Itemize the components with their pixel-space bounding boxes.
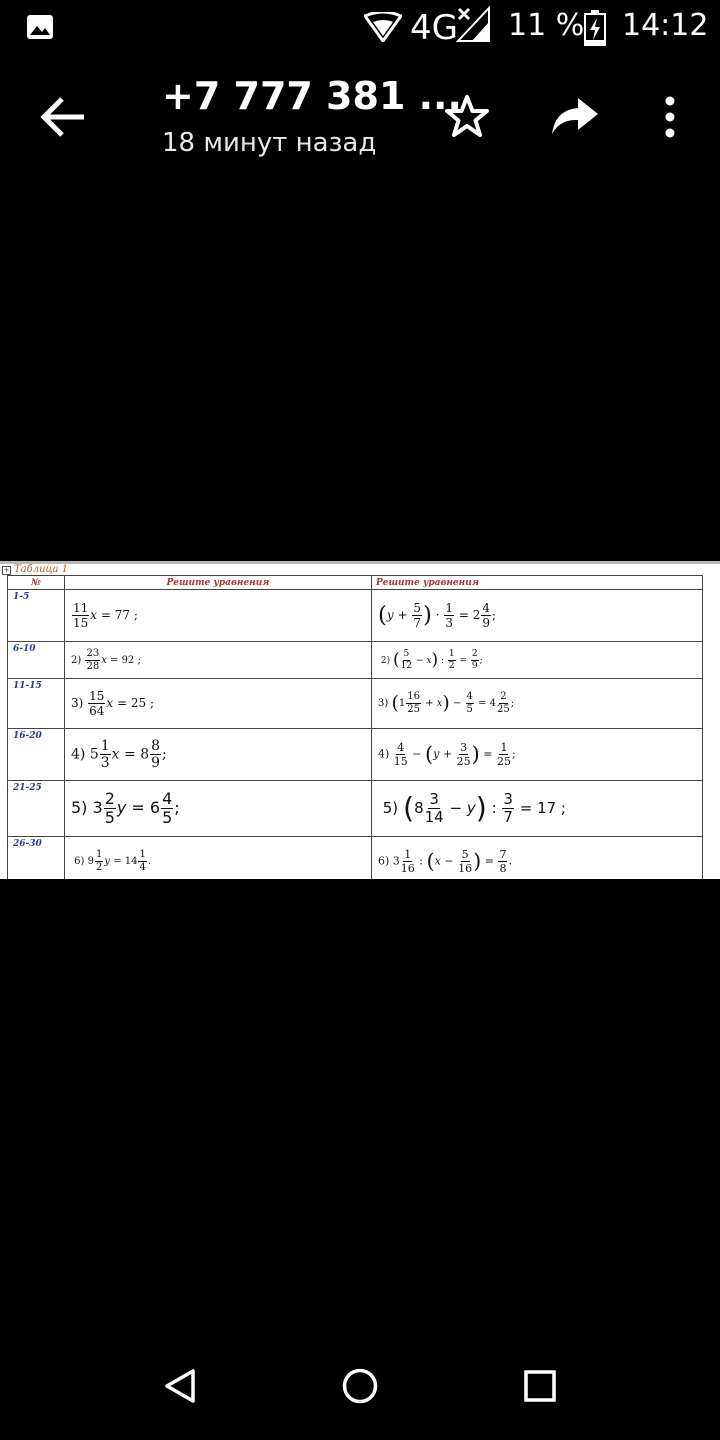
row-range: 11-15 [8, 679, 65, 729]
mobile-signal-icon [456, 6, 490, 42]
equations-table [7, 575, 703, 879]
back-arrow-icon[interactable] [40, 96, 86, 138]
star-icon[interactable] [444, 94, 490, 140]
nav-home-icon[interactable] [342, 1368, 378, 1404]
table-move-handle: + [3, 566, 10, 574]
clock: 14:12 [622, 8, 709, 43]
network-type: 4G [410, 8, 458, 48]
equation-b: (y + $\frac{5}{7}$ ) · $\frac{1}{3}$ = 2 $\frac{4}{9}$ ; [372, 590, 703, 642]
equation-a: 4) 5 $\frac{1}{3}$ x = 8 $\frac{8}{9}$ ; [65, 729, 372, 781]
table-header-row [8, 576, 703, 590]
equation-a: 6) 9 $\frac{1}{2}$ y = 14 $\frac{1}{4}$ . [65, 837, 372, 880]
photo-viewer-image[interactable] [0, 561, 720, 879]
table-caption: Таблица 1 [14, 564, 69, 575]
header-column-a: Решите уравнения [65, 576, 372, 590]
share-icon[interactable] [550, 96, 600, 136]
row-range: 16-20 [8, 729, 65, 781]
equation-b: 3) (1 $\frac{16}{25}$ + x) − $\frac{4}{5}$ = 4 $\frac{2}{25}$ ; [372, 679, 703, 729]
battery-charging-icon [584, 10, 606, 46]
contact-name: +7 777 381 ... [162, 74, 462, 118]
nav-recent-apps-icon[interactable] [524, 1370, 556, 1402]
equation-a: 2) $\frac{23}{28}$ x = 92 ; [65, 642, 372, 679]
gallery-icon [26, 14, 54, 40]
equation-b: 4) $\frac{4}{15}$ − (y + $\frac{3}{25}$ ) = $\frac{1}{25}$ ; [372, 729, 703, 781]
table-row [8, 642, 703, 679]
equation-b: 2) ( $\frac{5}{12}$ − x) : $\frac{1}{2}$ = $\frac{2}{9}$ ; [372, 642, 703, 679]
row-range: 21-25 [8, 781, 65, 837]
row-range: 1-5 [8, 590, 65, 642]
header-number: № [8, 576, 65, 590]
equation-a: 5) 3 $\frac{2}{5}$ y = 6 $\frac{4}{5}$ ; [65, 781, 372, 837]
row-range: 6-10 [8, 642, 65, 679]
battery-percentage: 11 % [508, 8, 585, 43]
sent-time: 18 минут назад [162, 128, 377, 158]
wifi-signal-icon [364, 12, 402, 42]
equation-b: 5) (8 $\frac{3}{14}$ − y) : $\frac{3}{7}$ = 17 ; [372, 781, 703, 837]
image-border [0, 561, 720, 564]
nav-back-icon[interactable] [164, 1368, 196, 1404]
row-range: 26-30 [8, 837, 65, 880]
more-options-icon[interactable] [660, 96, 680, 138]
table-row [8, 679, 703, 729]
table-row [8, 729, 703, 781]
table-row [8, 781, 703, 837]
equation-a: $\frac{11}{15}$ x = 77 ; [65, 590, 372, 642]
equation-b: 6) 3 $\frac{1}{16}$ : (x − $\frac{5}{16}$ ) = $\frac{7}{8}$ . [372, 837, 703, 880]
table-row [8, 590, 703, 642]
table-row [8, 837, 703, 880]
header-column-b: Решите уравнения [372, 576, 703, 590]
equation-a: 3) $\frac{15}{64}$ x = 25 ; [65, 679, 372, 729]
status-bar [0, 0, 720, 56]
